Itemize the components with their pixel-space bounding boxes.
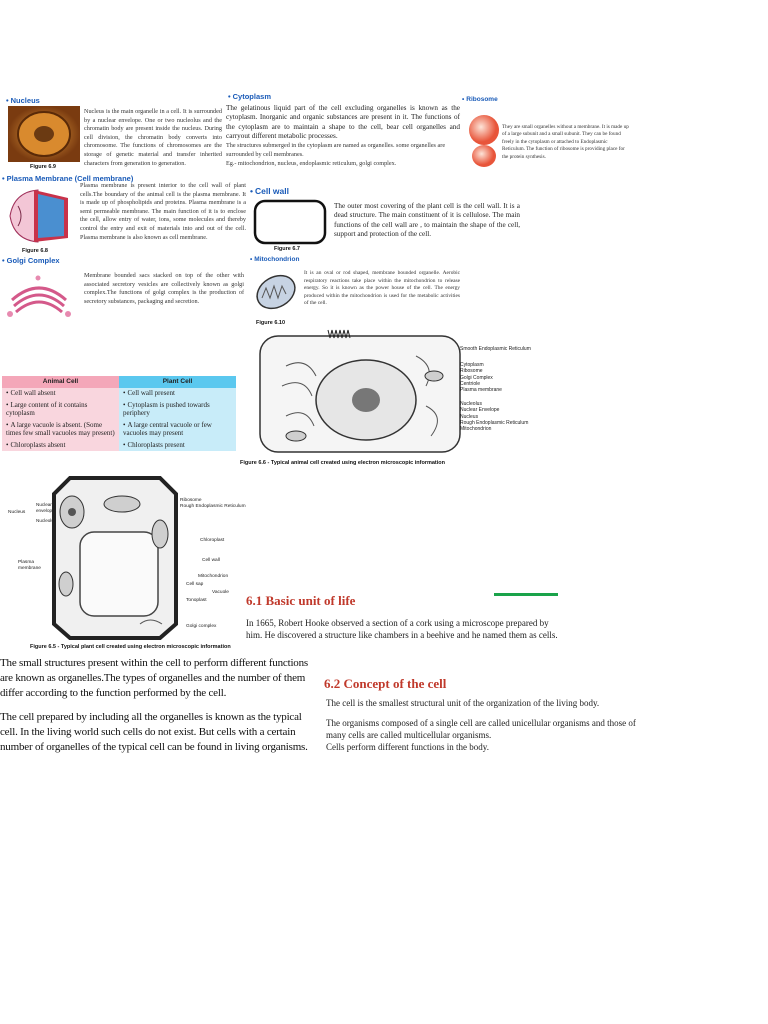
typical-cell-paragraph: The cell prepared by including all the organelles is known as the typical cell. In the living world such cells do not exist. But cells with a certain number of organelles of the typical cell can be found in living organisms. [0, 711, 308, 753]
nucleus-text: Nucleus is the main organelle in a cell. It is surrounded by a nuclear envelope. One or two nucleolus and the chromatin body are present inside the nucleus. During cell division, the chromatin body converts into chromosome. The functions of chromosomes are the storage of genetic material and transfer inherited characters from generation to generation. [84, 108, 222, 167]
table-cell: • Cell wall present [119, 388, 236, 400]
mitochondrion-heading: • Mitochondrion [250, 256, 299, 263]
plant-label-cell-wall: Cell wall [202, 558, 220, 563]
section-6-2-heading: 6.2 Concept of the cell [324, 676, 447, 691]
plant-label-cell-sap: Cell sap [186, 582, 204, 587]
plant-label-nucleus: Nucleus [8, 510, 26, 515]
plant-cell-figure [0, 472, 250, 652]
plant-label-ribosome: Ribosome [180, 498, 202, 503]
table-cell: • Chloroplasts absent [2, 439, 119, 451]
table-row [2, 439, 236, 451]
section-6-2-p2: The organisms composed of a single cell are called unicellular organisms and those of many cells are called multicellular organisms. [326, 718, 636, 740]
section-6-1-text: In 1665, Robert Hooke observed a section of a cork using a microscope prepared by him. He discovered a structure like chambers in a beehive and he named them as cells. [246, 618, 558, 640]
plasma-membrane-text: Plasma membrane is present interior to the cell wall of plant cells.The boundary of the animal cell is the plasma membrane. It is made up of phospholipids and proteins. Plasma membrane is a semi permeable membrane. The main function of it is to enclose the cell, allow entry of water, ions, some molecules and thereby control the entry and exit of materials into and out of the cell. Plasma membrane is also known as cell membrane. [80, 182, 246, 241]
table-cell: • Cytoplasm is pushed towards periphery [119, 399, 236, 419]
plant-labels-left-brace [36, 502, 66, 524]
nucleus-section [4, 96, 224, 174]
golgi-text: Membrane bounded sacs stacked on top of the other with associated secretory vesicles are collectively known as golgi complex.The functions of golgi complex is the production of secretory substances, packaging and secretion. [84, 272, 244, 305]
nucleus-image [8, 106, 80, 162]
plant-label-tonoplast: Tonoplast [186, 598, 207, 603]
plant-cell-caption: Figure 6.5 - Typical plant cell created using electron microscopic information [30, 644, 231, 650]
plant-labels-right [180, 498, 250, 510]
section-6-2-p1: The cell is the smallest structural unit of the organization of the living body. [326, 698, 600, 708]
ribosome-section [462, 96, 632, 176]
section-6-1-heading: 6.1 Basic unit of life [246, 593, 356, 608]
table-cell: • A large central vacuole or few vacuoles may present [119, 419, 236, 439]
animal-label-golgi: Golgi Complex [460, 374, 493, 381]
animal-cell-caption: Figure 6.6 - Typical animal cell created using electron microscopic information [240, 460, 445, 466]
table-header-plant: Plant Cell [119, 376, 236, 388]
animal-cell-labels [460, 346, 536, 432]
organelles-paragraph: The small structures present within the cell to perform different functions are known as organelles.The types of organelles and the number of them differ according to the function performed by the cell. [0, 657, 308, 699]
plant-label-plasma: Plasma membrane [18, 560, 41, 571]
ribosome-heading: • Ribosome [462, 96, 498, 103]
animal-label-plasma: Plasma membrane [460, 387, 502, 394]
golgi-section [0, 256, 250, 322]
table-row [2, 388, 236, 400]
table-cell: • Large content of it contains cytoplasm [2, 399, 119, 419]
cell-wall-heading: • Cell wall [250, 186, 289, 196]
section-6-2-p3: Cells perform different functions in the body. [326, 742, 489, 752]
animal-label-envelope: Nuclear Envelope [460, 407, 500, 414]
animal-label-rer: Rough Endoplasmic Reticulum [460, 419, 529, 426]
animal-label-centriole: Centriole [460, 380, 481, 387]
plant-label-mito: Mitochondrion [198, 574, 229, 579]
nucleus-figure-caption: Figure 6.9 [30, 164, 56, 170]
cell-wall-text: The outer most covering of the plant cell is the cell wall. It is a dead structure. The main constituent of it is cellulose. The main functions of the cell wall are , to maintain the shape of the cell, support and protection of the cell. [334, 202, 520, 239]
cell-wall-section [250, 184, 520, 256]
plasma-membrane-figure-caption: Figure 6.8 [22, 248, 48, 254]
plant-label-rer: Rough Endoplasmic Reticulum [180, 504, 246, 509]
animal-label-ser: Smooth Endoplasmic Reticulum [460, 346, 531, 352]
cytoplasm-text1: The gelatinous liquid part of the cell excluding organelles is known as the cytoplasm. Inorganic and organic substances are present in it. The functions of the cytoplasm are to maintain a shape to the cell, bear cell organelles and carryout different metabolic processes. [226, 104, 460, 141]
plant-label-nuclear-envelope: Nuclear envelope [36, 502, 55, 513]
table-row [2, 419, 236, 439]
cell-wall-figure-caption: Figure 6.7 [274, 246, 300, 252]
plant-label-chloroplast: Chloroplast [200, 538, 225, 543]
plasma-membrane-image [4, 186, 74, 246]
cell-wall-image [252, 198, 328, 246]
mitochondrion-section [250, 256, 460, 328]
plasma-membrane-section [0, 174, 250, 258]
ribosome-image [466, 112, 502, 170]
table-header-animal: Animal Cell [2, 376, 119, 388]
green-accent-line [494, 593, 558, 596]
table-row [2, 399, 236, 419]
golgi-image [4, 270, 74, 320]
cytoplasm-section [224, 92, 460, 174]
animal-label-ribosome: Ribosome [460, 368, 483, 375]
animal-label-nucleus: Nucleus [460, 413, 479, 420]
mitochondrion-text: It is an oval or rod shaped, membrane bounded organelle. Aerobic respiratory reactions take place within the mitochondrion to release energy. So it is known as the power house of the cell. The energy produced within the mitochondrion is used for the metabolic activities of the cell. [304, 270, 460, 307]
nucleus-heading: • Nucleus [6, 96, 40, 105]
cytoplasm-text3: Eg.- mitochondrion, nucleus, endoplasmic reticulum, golgi complex. [226, 160, 397, 167]
animal-label-mito: Mitochondrion [460, 426, 492, 433]
animal-label-cytoplasm: Cytoplasm [460, 362, 484, 369]
plasma-membrane-heading: • Plasma Membrane (Cell membrane) [2, 174, 133, 183]
table-cell: • A large vacuole is absent. (Some times few small vacuoles may present) [2, 419, 119, 439]
golgi-heading: • Golgi Complex [2, 256, 60, 265]
animal-label-nucleolus: Nucleolus [460, 401, 482, 408]
plant-cell-diagram [50, 474, 180, 640]
plant-label-golgi: Golgi complex [186, 624, 217, 629]
comparison-table [2, 376, 236, 451]
animal-cell-figure [236, 326, 536, 470]
table-cell: • Chloroplasts present [119, 439, 236, 451]
cytoplasm-text2: The structures submerged in the cytoplasm are named as organelles. some organelles are surrounded by cell membranes. [226, 142, 446, 158]
animal-cell-diagram [256, 326, 466, 456]
mitochondrion-image [252, 268, 300, 316]
ribosome-text: They are small organelles without a membrane. It is made up of a large subunit and a small subunit. They can be found freely in the cytoplasm or attached to Endoplasmic Reticulum. The function of ribosome is providing place for the protein synthesis. [502, 124, 629, 160]
table-cell: • Cell wall absent [2, 388, 119, 400]
plant-label-vacuole: Vacuole [212, 590, 229, 595]
plant-label-nucleolus: Nucleolus [36, 518, 57, 523]
mitochondrion-figure-caption: Figure 6.10 [256, 320, 286, 326]
cytoplasm-heading: • Cytoplasm [228, 92, 271, 101]
